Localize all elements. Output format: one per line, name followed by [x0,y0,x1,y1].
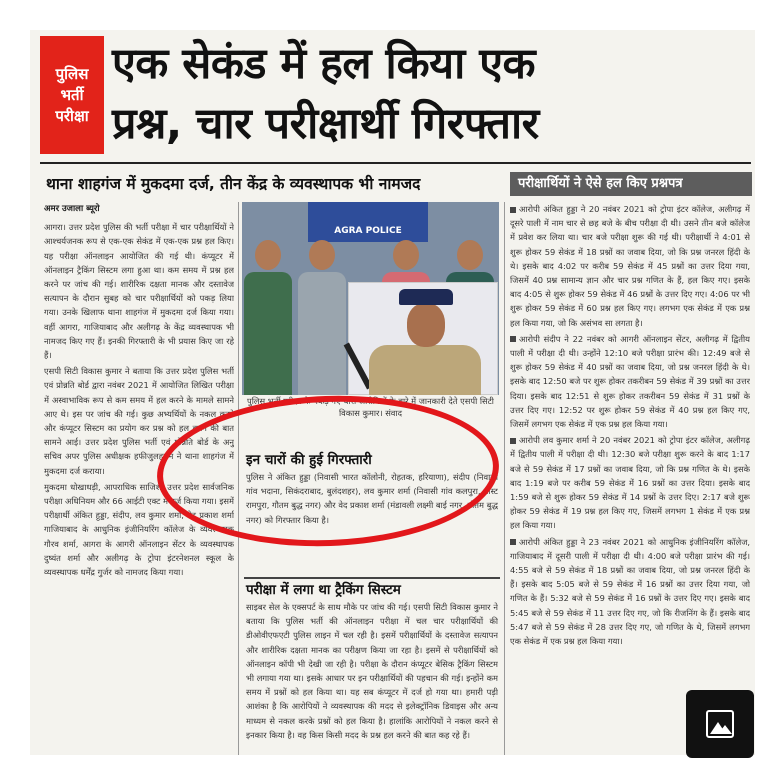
col3-paragraph-4: आरोपी अंकित हुड्डा ने 23 नवंबर 2021 को आधुनिक इंजीनियरिंग कॉलेज, गाजियाबाद में दूसरी पाली में परीक्षा दी थी। 4:00 बजे परीक्षा प्रारंभ की गई। 4:55 बजे से 59 सेकंड में 18 प्रश्नों का जवाब दिया, जो प्रश्न जनरल हिंदी के हैं। इसके बाद 5:05 बजे से 59 सेकंड में 16 प्रश्नों का उत्तर दिया गया, जो गणित के हैं। 5:32 बजे से 59 सेकंड में 16 प्रश्नों के उत्तर दिए गए। इसके बाद 5:45 बजे से 59 सेकंड में 11 उत्तर दिए गए, जो कि रीजनिंग के हैं। इसके बाद 5:47 बजे से 59 सेकंड में 28 उत्तर दिए गए, जो गणित के थे, जिसमें लगभग एक सेकंड में एक प्रश्न हल किया गया। [510,536,750,647]
accused-person-1 [244,240,292,395]
image-icon[interactable] [686,690,754,758]
arrest-box-text: पुलिस ने अंकित हुड्डा (निवासी भारत कॉलोनी, रोहतक, हरियाणा), संदीप (निवासी गांव भदाना, सिकंदराबाद, बुलंदशहर), लव कुमार शर्मा (निवासी गांव कलपुरा, पोस्ट रामपुरा, गौतम बुद्ध नगर) और वेद प्रकाश शर्मा (मंडावली लक्ष्मी बाई नगर, गौतम बुद्ध नगर) को गिरफ्तार किया है। [246,472,498,525]
section-badge [40,36,104,154]
badge-line-2: भर्ती [60,85,84,104]
col3-paragraph-2: आरोपी संदीप ने 22 नवंबर को आगरी ऑनलाइन सेंटर, अलीगढ़ में द्वितीय पाली में परीक्षा दी थी। उन्होंने 12:10 बजे परीक्षा प्रारंभ की। 12:49 बजे से शुरू होकर 59 सेकंड में 40 प्रश्नों का जवाब दिया, जो प्रश्न जनरल हिंदी के थे। इसके बाद 12:50 बजे पर शुरू होकर तकरीबन 59 सेकंड में 39 प्रश्नों का उत्तर दिया। इसके बाद 12:51 से शुरू होकर तकरीबन 59 सेकंड में 31 प्रश्नों के उत्तर दिए गए। 12:52 पर शुरू होकर 59 सेकंड में 40 प्रश्न हल किए गए, जिसमें लगभग एक सेकंड में एक प्रश्न हल किया गया। [510,333,750,430]
newspaper-clipping [30,30,755,755]
bullet-icon [510,438,516,444]
byline: अमर उजाला ब्यूरो [44,204,100,214]
bullet-icon [510,207,516,213]
headline-line-2: प्रश्न, चार परीक्षार्थी गिरफ्तार [112,99,539,149]
news-photo [242,202,499,395]
photo-caption: पुलिस भर्ती परीक्षा के पकड़े गए चारों आरोपियों के बारे में जानकारी देते एसपी सिटी विकास कुमार। संवाद [247,396,494,418]
headline-line-1: एक सेकंड में हल किया एक [112,39,535,89]
bullet-icon [510,539,516,545]
bullet-icon [510,336,516,342]
col3-paragraph-1: आरोपी अंकित हुड्डा ने 20 नवंबर 2021 को ट्रोपा इंटर कॉलेज, अलीगढ़ में दूसरे पाली में नाम चार से छह बजे के बीच परीक्षा दी थी। उसने तीन बजे कॉलेज में प्रवेश कर लिया था। चार बजे परीक्षा शुरू की गई थी। परीक्षार्थी ने 4:01 से शुरू होकर 59 सेकंड में 18 प्रश्नों का जवाब दिया, जो कि प्रश्न जनरल हिंदी के थे। इसके बाद 4:02 पर करीब 59 सेकंड में 45 प्रश्नों का उत्तर दिया गया, जिसमें 40 प्रश्न सामान्य ज्ञान और चार प्रश्न गणित के हैं, हल किए गए। इसके बाद 4:05 से शुरू होकर 59 सेकंड में 46 प्रश्नों के उत्तर दिए गए। 4:06 पर भी शुरू होकर 59 सेकंड में 60 प्रश्न हल किए गए। लगभग एक सेकंड में एक प्रश्न हल किया गया, जो कि असंभव सा लगता है। [510,204,750,328]
picture-icon [706,710,734,738]
subheadline: थाना शाहगंज में मुकदमा दर्ज, तीन केंद्र के व्यवस्थापक भी नामजद [46,175,421,193]
tracking-box-title: परीक्षा में लगा था ट्रैकिंग सिस्टम [246,582,401,598]
accused-person-2 [298,240,346,395]
badge-line-3: परीक्षा [55,106,89,125]
tracking-box-rule [244,577,500,579]
police-banner: AGRA POLICE [308,202,428,242]
col1-paragraph-1: आगरा। उत्तर प्रदेश पुलिस की भर्ती परीक्षा में चार परीक्षार्थियों ने आश्चर्यजनक रूप से एक-एक सेकंड में एक-एक प्रश्न हल किए। यह परीक्षा ऑनलाइन आयोजित की गई थी। कंप्यूटर में ऑनलाइन ट्रैकिंग सिस्टम लगा हुआ था। कम समय में प्रश्न हल करने पर जांच की गई। शारीरिक दक्षता मानक और दस्तावेज सत्यापन के दौरान सुबह को चार परीक्षार्थियों को पकड़ लिया गया। उनके खिलाफ थाना शाहगंज में मुकदमा दर्ज किया गया। वहीं आगरा, गाजियाबाद और अलीगढ़ के केंद्र व्यवस्थापक भी नामजद किए गए हैं। इनकी गिरफ्तारी के भी प्रयास किए जा रहे हैं। [44,222,234,361]
col1-paragraph-2: एसपी सिटी विकास कुमार ने बताया कि उत्तर प्रदेश पुलिस भर्ती एवं प्रोन्नति बोर्ड द्वारा नवंबर 2021 में आयोजित लिखित परीक्षा में अस्वाभाविक रूप से कम समय में हल करने के मामले सामने आए थे। इस पर जांच की गई। कुछ अभ्यर्थियों के नकल करने और कंप्यूटर सिस्टम का प्रयोग कर प्रश्न को हल करने की बात सामने आई। उत्तर प्रदेश पुलिस भर्ती एवं प्रोन्नति बोर्ड के अनु सचिव अपर पुलिस अधीक्षक हफीजुलहसन ने थाना शाहगंज में मुकदमा दर्ज कराया। [44,366,234,476]
side-header: परीक्षार्थियों ने ऐसे हल किए प्रश्नपत्र [510,172,752,196]
tracking-box-text: साइबर सेल के एक्सपर्ट के साथ मौके पर जांच की गई। एसपी सिटी विकास कुमार ने बताया कि पुलिस भर्ती की ऑनलाइन परीक्षा में चल चार परीक्षार्थियों की डीओवीएफएटी पुलिस लाइन में चल रही है। इसमें परीक्षार्थियों के दस्तावेज सत्यापन और शारीरिक दक्षता मानक का परीक्षण किया जा रहा है। इसमें से परीक्षार्थियों को ऑनलाइन कॉपी भी देखी जा रही है। परीक्षा के दौरान कंप्यूटर बेसिक ट्रैकिंग सिस्टम भी लगाया गया था। इसके आधार पर इन परीक्षार्थियों की पहचान की गई। इन्होंने कम समय में प्रश्नों को हल किया था। यह सब कंप्यूटर में दर्ज हो गया था। हमारी पड़ी आशंका है कि आरोपियों ने व्यवस्थापक की मदद से इलेक्ट्रॉनिक डिवाइस और अन्य माध्यम से नकल करके प्रश्नों को हल किया है। हालांकि आरोपियों ने नकल करने से इनकार किया है। वह किस किसी मदद के प्रश्न हल करने की बात कह रहे हैं। [246,602,498,740]
headline-rule [40,162,751,164]
badge-line-1: पुलिस [55,64,89,83]
article-column-3 [510,202,750,755]
col3-paragraph-3: आरोपी लव कुमार शर्मा ने 20 नवंबर 2021 को ट्रोपा इंटर कॉलेज, अलीगढ़ में द्वितीय पाली में परीक्षा दी थी। 12:30 बजे परीक्षा शुरू करने के बाद 1:17 बजे से 59 सेकंड में 17 प्रश्नों का जवाब दिया, जो कि प्रश्न गणित के थे। इसके बाद 1:19 बजे पर करीब 59 सेकंड में 16 प्रश्नों का उत्तर दिया। इसके बाद 1:59 बजे से शुरू होकर 59 सेकंड में 14 प्रश्नों के उत्तर दिए। 2:17 बजे शुरू होकर 59 सेकंड में 19 प्रश्न हल किए गए, जिसमें लगभग 1 सेकंड में एक प्रश्न हल किया गया। [510,435,750,531]
col1-paragraph-3: मुकदमा धोखाधड़ी, आपराधिक साजिश, उत्तर प्रदेश सार्वजनिक परीक्षा अधिनियम और 66 आईटी एक्ट में दर्ज किया गया। इसमें परीक्षार्थी अंकित हुड्डा, संदीप, लव कुमार शर्मा, वेद प्रकाश शर्मा गाजियाबाद के आधुनिक इंजीनियरिंग कॉलेज के व्यवस्थापक गौरव शर्मा, आगरा के आगरी ऑनलाइन सेंटर के व्यवस्थापक दुष्यंत शर्मा और अलीगढ़ के ट्रोपा इंटरनेशनल स्कूल के व्यवस्थापक धर्मेंद्र गुर्जर को नामजद किया गया। [44,481,234,578]
column-divider-2 [504,202,505,755]
arrest-box-title: इन चारों की हुई गिरफ्तारी [246,452,372,468]
headline [112,34,752,154]
officer-inset-photo [348,282,498,395]
